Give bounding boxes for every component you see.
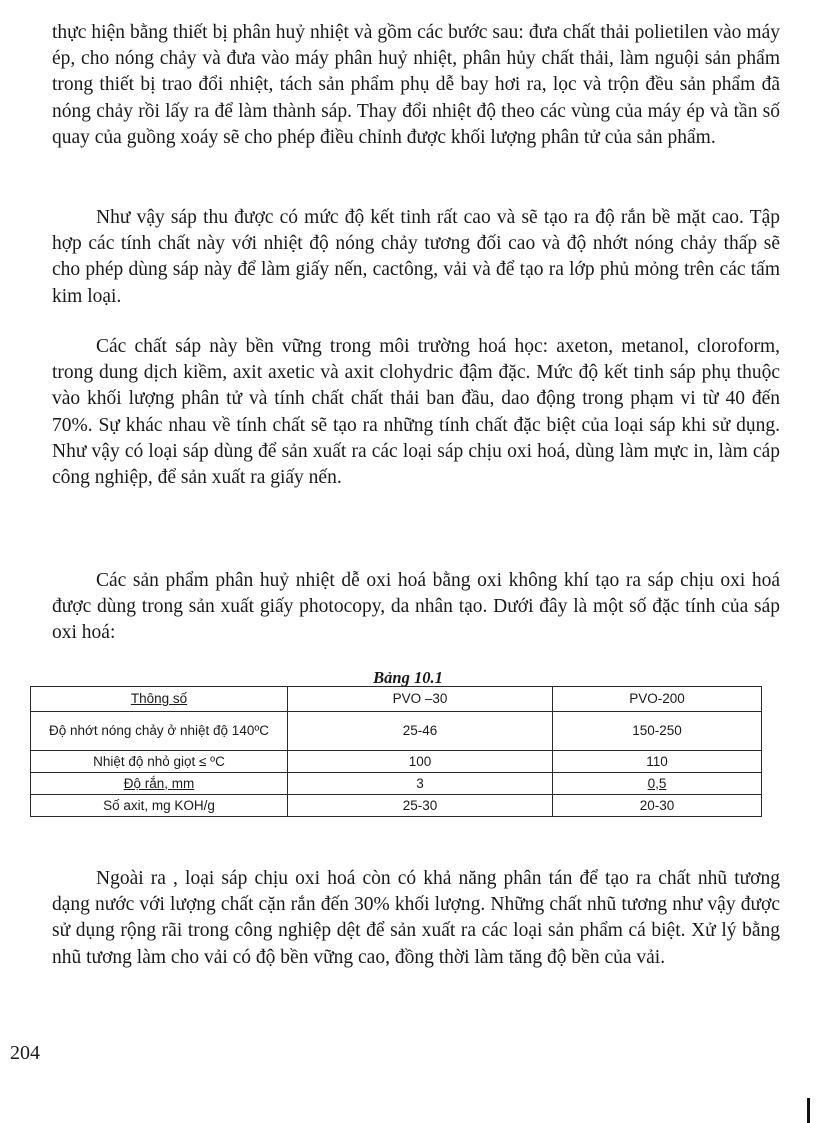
cell-pvo-200: 0,5: [553, 773, 762, 795]
table-row: [31, 712, 762, 751]
cell-pvo-30: 100: [288, 751, 553, 773]
header-pvo-30: PVO –30: [288, 687, 553, 712]
cell-pvo-30: 3: [288, 773, 553, 795]
row-label: Số axit, mg KOH/g: [31, 795, 288, 817]
paragraph-intro: thực hiện bằng thiết bị phân huỷ nhiệt và gồm các bước sau: đưa chất thải polietilen vào máy ép, cho nóng chảy và đưa vào máy phân huỷ nhiệt, phân hủy chất thải, làm nguội sản phẩm trong thiết bị trao đổi nhiệt, tách sản phẩm phụ dễ bay hơi ra, lọc và trộn đều sản phẩm đã nóng chảy rồi lấy ra để làm thành sáp. Thay đổi nhiệt độ theo các vùng của máy ép và tần số quay của guồng xoáy sẽ cho phép điều chỉnh được khối lượng phân tử của sản phẩm.: [52, 22, 780, 148]
paragraph-chemical-stability: Các chất sáp này bền vững trong môi trường hoá học: axeton, metanol, cloroform, trong dung dịch kiềm, axit axetic và axit clohydric đậm đặc. Mức độ kết tinh sáp phụ thuộc vào khối lượng phân tử và tính chất chất thải ban đầu, dao động trong phạm vi từ 40 đến 70%. Sự khác nhau về tính chất sẽ tạo ra những tính chất đặc biệt của loại sáp khi sử dụng. Như vậy có loại sáp dùng để sản xuất ra các loại sáp chịu oxi hoá, dùng làm mực in, làm cáp công nghiệp, để sản xuất ra giấy nến.: [52, 336, 780, 489]
row-label: Độ rắn, mm: [31, 773, 288, 795]
wax-properties-table: [30, 686, 762, 817]
table-row: [31, 773, 762, 795]
table-row: [31, 751, 762, 773]
paragraph-crystallinity: Như vậy sáp thu được có mức độ kết tinh rất cao và sẽ tạo ra độ rắn bề mặt cao. Tập hợp các tính chất này với nhiệt độ nóng chảy tương đối cao và độ nhớt nóng chảy thấp sẽ cho phép dùng sáp này để làm giấy nến, cactông, vải và để tạo ra lớp phủ mỏng trên các tấm kim loại.: [52, 207, 780, 307]
row-label: Độ nhớt nóng chảy ở nhiệt độ 140ºC: [31, 712, 288, 751]
page-number: 204: [10, 1042, 40, 1064]
cell-pvo-30: 25-46: [288, 712, 553, 751]
header-parameter: Thông số: [31, 687, 288, 712]
cell-pvo-200: 150-250: [553, 712, 762, 751]
table-caption: Bảng 10.1: [373, 668, 443, 687]
cell-pvo-30: 25-30: [288, 795, 553, 817]
scan-edge-mark: [807, 1098, 810, 1123]
row-label: Nhiệt độ nhỏ giọt ≤ ºC: [31, 751, 288, 773]
header-pvo-200: PVO-200: [553, 687, 762, 712]
table-header-row: [31, 687, 762, 712]
cell-pvo-200: 110: [553, 751, 762, 773]
cell-pvo-200: 20-30: [553, 795, 762, 817]
table-row: [31, 795, 762, 817]
paragraph-emulsion: Ngoài ra , loại sáp chịu oxi hoá còn có khả năng phân tán để tạo ra chất nhũ tương dạng nước với lượng chất cặn rắn đến 30% khối lượng. Những chất nhũ tương như vậy được sử dụng rộng rãi trong công nghiệp dệt để sản xuất ra các loại sản phẩm cá biệt. Xử lý bằng nhũ tương làm cho vải có độ bền vững cao, đồng thời làm tăng độ bền của vải.: [52, 868, 780, 968]
paragraph-oxidation: Các sản phẩm phân huỷ nhiệt dễ oxi hoá bằng oxi không khí tạo ra sáp chịu oxi hoá được dùng trong sản xuất giấy photocopy, da nhân tạo. Dưới đây là một số đặc tính của sáp oxi hoá:: [52, 570, 780, 644]
